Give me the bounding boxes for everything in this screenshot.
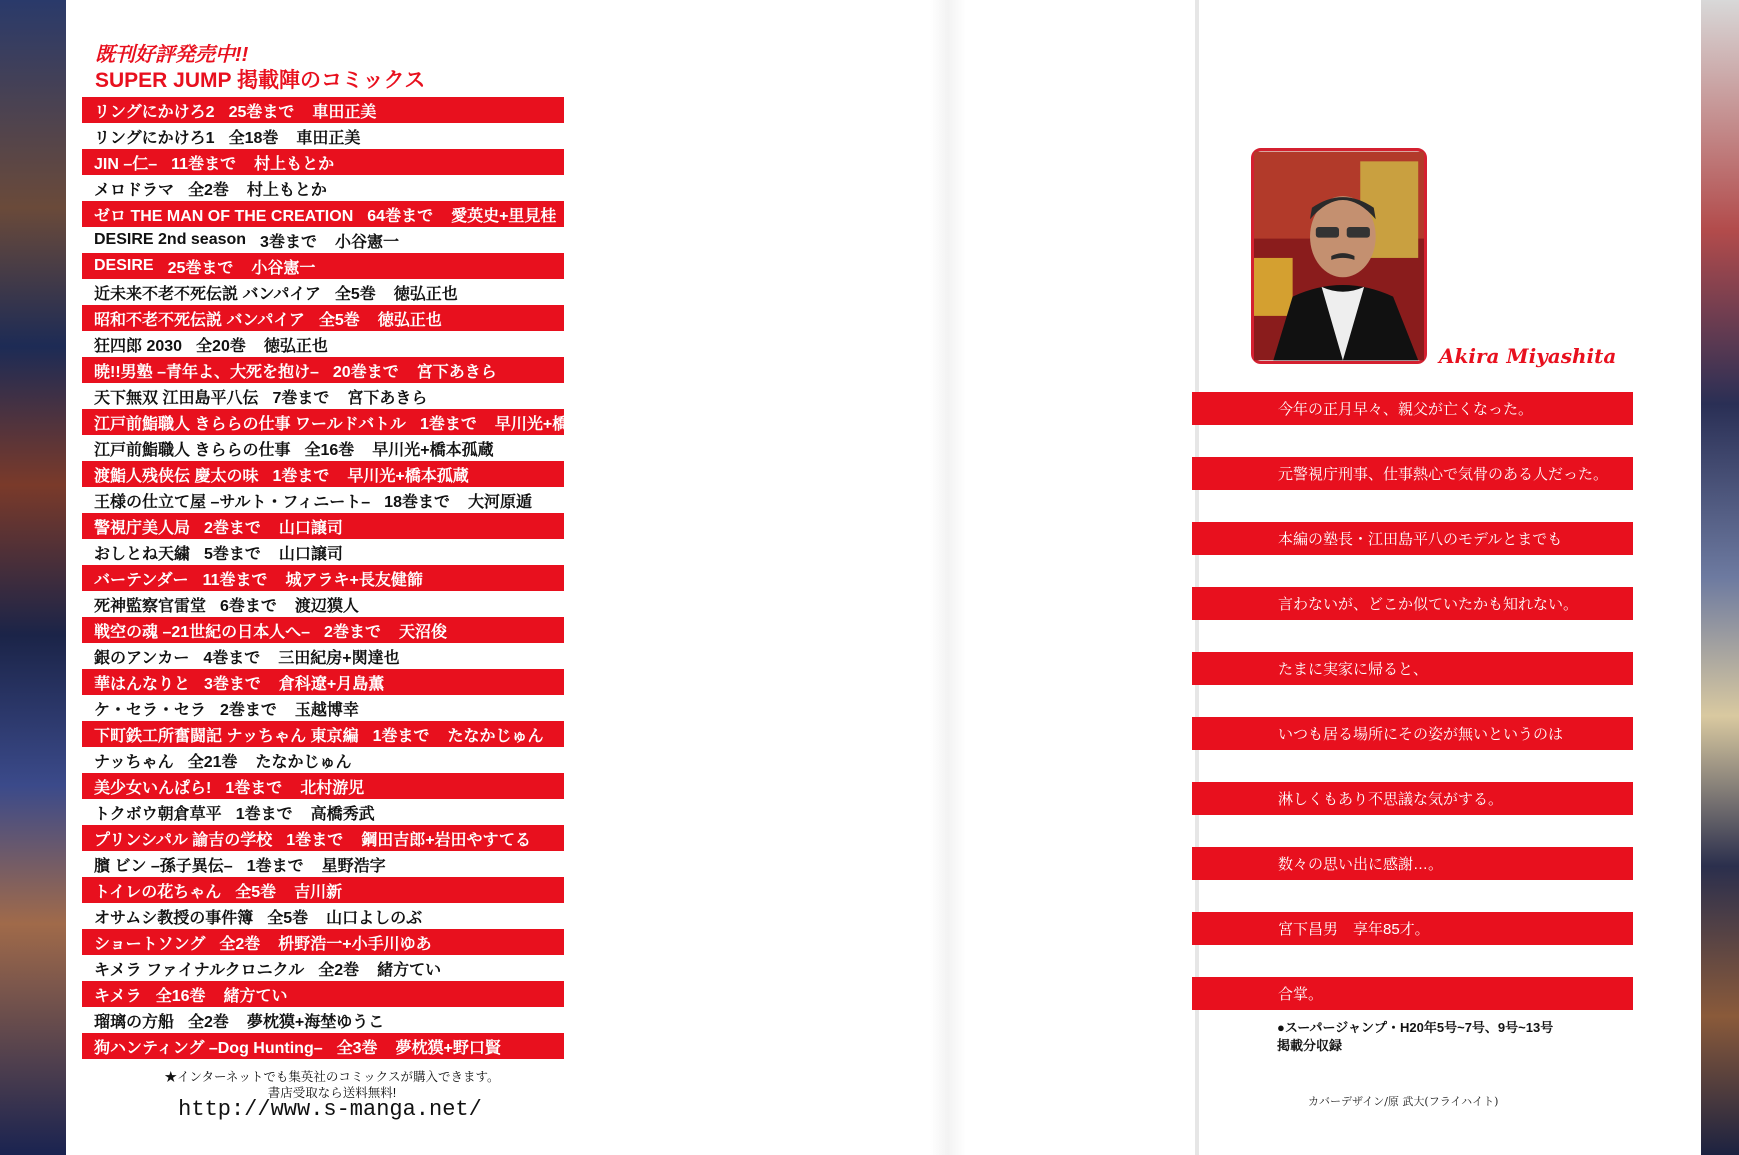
comic-title: リングにかけろ1	[94, 129, 215, 147]
comic-title: 銀のアンカー	[94, 649, 190, 667]
comic-title: 臏 ビン –孫子異伝–	[94, 857, 233, 875]
comic-volumes: 3巻まで	[260, 233, 317, 251]
comic-title: ショートソング	[94, 935, 206, 953]
comic-author: 山口譲司	[278, 519, 343, 537]
comic-volumes: 1巻まで	[235, 805, 293, 823]
essay-line: 数々の思い出に感謝…。	[1192, 847, 1633, 880]
comic-row	[82, 747, 564, 773]
comic-row	[82, 539, 564, 565]
comic-title: トクボウ朝倉草平	[94, 805, 222, 823]
author-essay	[1192, 392, 1633, 1042]
comic-title: 下町鉄工所奮闘記 ナッちゃん 東京編	[94, 727, 359, 745]
comic-author: 早川光+橋本孤蔵	[372, 441, 494, 459]
note-line-2: 書店受取なら送料無料!	[267, 1086, 397, 1100]
author-portrait-illustration	[1254, 151, 1424, 361]
comic-volumes: 11巻まで	[202, 571, 268, 589]
comic-volumes: 5巻まで	[204, 545, 261, 563]
comic-volumes: 64巻まで	[367, 207, 434, 225]
comic-row	[82, 773, 564, 799]
comic-author: 夢枕獏+海埜ゆうこ	[246, 1013, 385, 1031]
essay-line: 淋しくもあり不思議な気がする。	[1192, 782, 1633, 815]
comic-title: 昭和不老不死伝説 バンパイア	[94, 311, 305, 329]
comic-row	[82, 851, 564, 877]
comic-author: 高橋秀武	[310, 805, 375, 823]
comic-row	[82, 487, 564, 513]
comic-author: 北村游児	[300, 779, 365, 797]
comic-author: 城アラキ+長友健篩	[285, 571, 423, 589]
comic-volumes: 20巻まで	[332, 363, 399, 381]
comic-row	[82, 877, 564, 903]
comic-row	[82, 617, 564, 643]
comic-title: ナッちゃん	[94, 753, 174, 771]
comic-title: 近未来不老不死伝説 バンパイア	[94, 285, 321, 303]
heading-line-2: SUPER JUMP 掲載陣のコミックス	[95, 69, 426, 92]
comic-title: 暁!!男塾 –青年よ、大死を抱け–	[94, 363, 319, 381]
comic-volumes: 全2巻	[318, 961, 360, 979]
comic-volumes: 2巻まで	[220, 701, 277, 719]
comic-row	[82, 331, 564, 357]
comic-title: おしとね天繍	[94, 545, 191, 563]
heading-line-1: 既刊好評発売中!!	[95, 44, 249, 66]
comic-volumes: 11巻まで	[171, 155, 237, 173]
comic-volumes: 1巻まで	[272, 467, 330, 485]
comic-volumes: 1巻まで	[372, 727, 430, 745]
comic-author: 倉科遼+月島薫	[278, 675, 385, 693]
comic-author: 宮下あきら	[416, 363, 497, 381]
comic-title: キメラ	[94, 987, 142, 1005]
comic-row	[82, 1007, 564, 1033]
comic-author: 村上もとか	[254, 155, 335, 173]
comic-title: 死神監察官雷堂	[94, 597, 207, 615]
essay-line: たまに実家に帰ると、	[1192, 652, 1633, 685]
comic-row	[82, 799, 564, 825]
comic-title: 華はんなりと	[94, 675, 191, 693]
comic-volumes: 全2巻	[188, 181, 229, 199]
comic-row	[82, 721, 564, 747]
comic-volumes: 1巻まで	[246, 857, 304, 875]
comic-author: 早川光+橋本孤蔵	[347, 467, 469, 485]
comic-row	[82, 513, 564, 539]
website-url: http://www.s-manga.net/	[178, 1097, 482, 1122]
comic-list	[82, 97, 617, 1059]
essay-line: いつも居る場所にその姿が無いというのは	[1192, 717, 1633, 750]
comic-volumes: 全20巻	[196, 337, 246, 355]
essay-line: 今年の正月早々、親父が亡くなった。	[1192, 392, 1633, 425]
comic-volumes: 6巻まで	[220, 597, 277, 615]
comic-row	[82, 97, 564, 123]
comic-title: トイレの花ちゃん	[94, 883, 222, 901]
comic-title: 狗ハンティング –Dog Hunting–	[94, 1039, 323, 1057]
comic-volumes: 全5巻	[318, 311, 360, 329]
comic-title: 戦空の魂 –21世紀の日本人へ–	[94, 623, 311, 641]
comic-row	[82, 669, 564, 695]
comic-author: 夢枕獏+野口賢	[395, 1039, 501, 1057]
comic-title: ケ・セラ・セラ	[94, 701, 207, 719]
comic-author: たなかじゅん	[447, 727, 544, 745]
comic-row	[82, 357, 564, 383]
comic-row	[82, 565, 564, 591]
comic-row	[82, 253, 564, 279]
comic-author: 車田正美	[312, 103, 377, 121]
center-fold	[930, 0, 966, 1155]
comic-volumes: 全5巻	[235, 883, 277, 901]
comic-title: リングにかけろ2	[94, 103, 215, 121]
comic-author: 三田紀房+関達也	[278, 649, 400, 667]
comic-volumes: 全3巻	[336, 1039, 378, 1057]
comic-author: 徳弘正也	[263, 337, 328, 355]
comic-volumes: 4巻まで	[203, 649, 261, 667]
comic-title: 警視庁美人局	[94, 519, 191, 537]
comic-title: 美少女いんぱら!	[94, 779, 212, 797]
comic-row	[82, 591, 564, 617]
comic-row	[82, 955, 564, 981]
comic-row	[82, 981, 564, 1007]
comic-volumes: 2巻まで	[204, 519, 261, 537]
comic-title: プリンシパル 諭吉の学校	[94, 831, 273, 849]
comic-author: 山口譲司	[278, 545, 343, 563]
comic-title: 王様の仕立て屋 –サルト・フィニート–	[94, 493, 371, 511]
comic-volumes: 2巻まで	[324, 623, 381, 641]
serial-line-2: 掲載分収録	[1277, 1038, 1343, 1053]
comic-row	[82, 409, 617, 435]
comic-row	[82, 435, 564, 461]
comic-row	[82, 227, 564, 253]
comic-volumes: 1巻まで	[419, 415, 477, 433]
comic-author: 小谷憲一	[251, 259, 316, 277]
comic-row	[82, 1033, 564, 1059]
comic-volumes: 1巻まで	[286, 831, 344, 849]
comic-title: 瑠璃の方船	[94, 1013, 175, 1031]
comic-volumes: 全2巻	[188, 1013, 229, 1031]
comic-author: 徳弘正也	[393, 285, 458, 303]
comic-author: 緒方てい	[223, 987, 288, 1005]
comic-row	[82, 383, 564, 409]
comic-row	[82, 149, 564, 175]
comic-row	[82, 305, 564, 331]
comic-volumes: 全16巻	[155, 987, 206, 1005]
cover-design-credit: カバーデザイン/原 武大(フライハイト)	[1308, 1095, 1499, 1108]
comic-volumes: 3巻まで	[204, 675, 261, 693]
comic-author: 小谷憲一	[334, 233, 399, 251]
comic-title: メロドラマ	[94, 181, 175, 199]
comic-volumes: 全5巻	[267, 909, 309, 927]
comic-author: 山口よしのぶ	[326, 909, 423, 927]
essay-line: 宮下昌男 享年85才。	[1192, 912, 1633, 945]
comics-heading	[95, 43, 425, 93]
serialization-info	[1277, 1019, 1553, 1055]
comic-row	[82, 695, 564, 721]
comic-author: 星野浩字	[321, 857, 386, 875]
comic-author: 渡辺獏人	[294, 597, 359, 615]
comic-row	[82, 643, 564, 669]
comic-author: たなかじゅん	[255, 753, 352, 771]
essay-line: 本編の塾長・江田島平八のモデルとまでも	[1192, 522, 1633, 555]
cover-art-right-edge	[1701, 0, 1739, 1155]
essay-line: 言わないが、どこか似ていたかも知れない。	[1192, 587, 1633, 620]
comic-volumes: 25巻まで	[228, 103, 295, 121]
comic-volumes: 7巻まで	[272, 389, 330, 407]
comic-title: ゼロ THE MAN OF THE CREATION	[94, 207, 354, 225]
comic-title: 江戸前鮨職人 きららの仕事	[94, 441, 291, 459]
cover-art-left-edge	[0, 0, 66, 1155]
comic-volumes: 全18巻	[228, 129, 279, 147]
comic-author: 村上もとか	[246, 181, 327, 199]
comic-author: 天沼俊	[398, 623, 447, 641]
comic-title: バーテンダー	[94, 571, 189, 589]
comic-author: 早川光+橋本孤蔵	[494, 415, 617, 433]
comic-author: 車田正美	[296, 129, 361, 147]
comic-row	[82, 825, 564, 851]
comic-title: JIN –仁–	[94, 155, 158, 173]
essay-line: 合掌。	[1192, 977, 1633, 1010]
author-name: Akira Miyashita	[1439, 344, 1617, 368]
comic-row	[82, 123, 564, 149]
comic-title: 天下無双 江田島平八伝	[94, 389, 259, 407]
comic-row	[82, 201, 564, 227]
comic-title: キメラ ファイナルクロニクル	[94, 961, 305, 979]
comic-author: 玉越博幸	[294, 701, 359, 719]
comic-row	[82, 175, 564, 201]
comic-volumes: 18巻まで	[384, 493, 450, 511]
comic-author: 宮下あきら	[347, 389, 428, 407]
serial-line-1: ●スーパージャンプ・H20年5号~7号、9号~13号	[1277, 1020, 1554, 1035]
author-photo	[1251, 148, 1427, 364]
comic-title: 狂四郎 2030	[94, 337, 183, 355]
comic-title: DESIRE 2nd season	[94, 231, 247, 248]
comic-title: 渡鮨人残侠伝 慶太の味	[94, 467, 259, 485]
comic-author: 徳弘正也	[377, 311, 442, 329]
comic-author: 吉川新	[294, 883, 343, 901]
comic-title: 江戸前鮨職人 きららの仕事 ワールドバトル	[94, 415, 406, 433]
note-line-1: ★インターネットでも集英社のコミックスが購入できます。	[164, 1070, 500, 1084]
comic-row	[82, 279, 564, 305]
comic-volumes: 全5巻	[334, 285, 376, 303]
comic-row	[82, 461, 564, 487]
essay-line: 元警視庁刑事、仕事熱心で気骨のある人だった。	[1192, 457, 1633, 490]
comic-author: 緒方てい	[377, 961, 442, 979]
comic-volumes: 全21巻	[187, 753, 238, 771]
comic-volumes: 25巻まで	[167, 259, 234, 277]
comic-volumes: 1巻まで	[225, 779, 283, 797]
comic-row	[82, 929, 564, 955]
comic-title: オサムシ教授の事件簿	[94, 909, 254, 927]
comic-author: 大河原遁	[467, 493, 532, 511]
comic-author: 枡野浩一+小手川ゆあ	[278, 935, 432, 953]
comic-row	[82, 903, 564, 929]
comic-author: 鋼田吉郎+岩田やすてる	[361, 831, 532, 849]
comic-volumes: 全2巻	[219, 935, 261, 953]
comic-author: 愛英史+里見桂	[451, 207, 557, 225]
comic-title: DESIRE	[94, 257, 154, 274]
comic-volumes: 全16巻	[304, 441, 355, 459]
